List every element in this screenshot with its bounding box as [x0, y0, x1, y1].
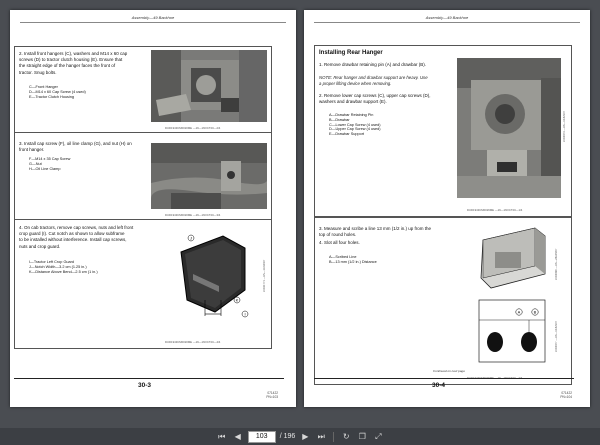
step-legend: A—Drawbar Retaining Pin B—Drawbar C—Lower Cap Screw (4 used) D—Upper Cap Screw (4 used) E—Drawbar Support [329, 113, 381, 137]
slot-holes-box [314, 217, 572, 385]
image-code: DUD1943CM0020ME —19—16OCT20—2/4 [165, 126, 221, 130]
section-title: Installing Rear Hanger [319, 50, 383, 56]
step-text: 2. Install front hangers (C), washers and M14 x 60 cap screws (D) to tractor clutch housing (E). Ensure that the straight edge of the hanger faces the front of tractor. Snug bolts. [19, 51, 128, 75]
previous-page-icon[interactable]: ◀ [234, 431, 241, 441]
side-code: LVR9474 —UN—10JUN07 [563, 110, 566, 142]
callout-k: K [235, 297, 239, 303]
clutch-housing-photo [151, 50, 267, 122]
side-code: LVR9499 —UN—26APR07 [555, 248, 558, 280]
side-code-2: LVR9477 —UN—10JUN07 [555, 320, 558, 352]
image-code: DUD1943CM0026ME —19—16OCT20—1/4 [467, 208, 523, 212]
step-text: 4. Slot all four holes. [319, 240, 360, 245]
hanger-drawing [475, 222, 549, 294]
fit-page-icon[interactable]: ⤢ [375, 431, 382, 441]
page-number: 30-4 [432, 382, 446, 389]
step-legend: F—M14 x 35 Cap Screw G—Nut H—Oil Line Clamp [29, 157, 71, 171]
image-code: DUD1943CM0020ME —19—16OCT20—4/4 [165, 340, 221, 344]
step-legend: C—Front Hanger D—M14 x 60 Cap Screw (4 used) E—Tractor Clutch Housing [29, 85, 86, 99]
side-code: LVR11771 —UN—13JUN07 [263, 259, 266, 292]
rear-hanger-box [314, 45, 572, 217]
header-rule [314, 22, 580, 23]
step-box-2 [14, 46, 272, 135]
right-page [304, 10, 590, 407]
callout-b: B [533, 309, 537, 315]
viewer-toolbar [0, 428, 600, 445]
page-header: Assembly—49 Backhoe [131, 15, 175, 20]
step-note: NOTE: Rear hanger and drawbar support are heavy. Use a proper lifting device when removing. [319, 75, 428, 86]
step-legend: A—Scribed Line B—13 mm (1/2 in.) Distance [329, 255, 377, 264]
page-id: 071422 PN=103 [266, 391, 278, 399]
footer-rule [14, 378, 284, 379]
step-text: 3. Measure and scribe a line 13 mm (1/2 in.) up from the top of round holes. [319, 226, 432, 238]
page-number-input[interactable] [248, 431, 276, 443]
step-text: 2. Remove lower cap screws (C), upper cap screws (D), washers and drawbar support (E). [319, 93, 431, 105]
image-code: DUD1943CM0026ME —19—16OCT20—2/4 [467, 376, 523, 380]
step-text: 1. Remove drawbar retaining pin (A) and drawbar (B). [319, 62, 427, 67]
rotate-icon[interactable]: ↻ [342, 431, 350, 441]
last-page-icon[interactable]: ⏭ [317, 431, 325, 441]
left-page [10, 10, 296, 407]
image-code: DUD1943CM0020ME —19—16OCT20—3/4 [165, 213, 221, 217]
step-text: 4. On cab tractors, remove cap screws, nuts and left front crop guard (I). Cut notch as shown to allow subframe to be installed without interference. Install cap screws, nuts and crop guard. [19, 225, 134, 249]
page-header: Assembly—49 Backhoe [425, 15, 469, 20]
header-rule [20, 22, 286, 23]
next-page-icon[interactable]: ▶ [302, 431, 309, 441]
footer-rule [314, 378, 574, 379]
copy-icon[interactable]: ❐ [358, 431, 366, 441]
oil-line-clamp-photo [151, 143, 267, 209]
page-number: 30-3 [138, 382, 152, 389]
step-text: 3. Install cap screw (F), oil line clamp (G), and nut (H) on front hanger. [19, 141, 132, 153]
callout-i: I [244, 311, 246, 317]
total-pages-label: / 196 [279, 433, 296, 440]
callout-a: A [517, 309, 521, 315]
first-page-icon[interactable]: ⏮ [218, 431, 226, 441]
crop-guard-drawing [175, 230, 259, 320]
continued-note: Continued on next page [433, 369, 465, 373]
toolbar-divider [333, 432, 334, 442]
step-legend: I—Tractor Left Crop Guard J—Notch Width—3.2 cm (1.25 in.) K—Distance Above Bend—2.5 cm (1 in.) [29, 260, 98, 274]
step-box-3 [14, 132, 272, 222]
callout-j: J [190, 235, 192, 241]
page-id: 071422 PN=104 [560, 391, 572, 399]
slot-holes-drawing [475, 298, 549, 364]
drawbar-support-photo [457, 58, 561, 198]
step-box-4 [14, 219, 272, 349]
